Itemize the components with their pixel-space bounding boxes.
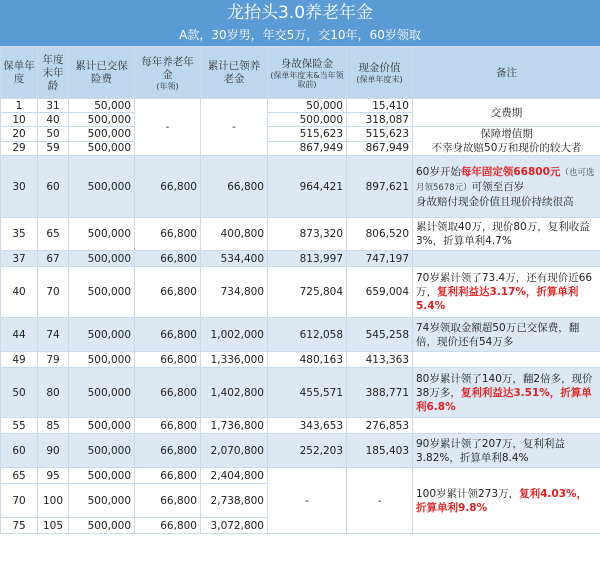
cell-annual: 66,800	[135, 368, 201, 418]
note-70-a: 100岁累计领273万，	[416, 487, 520, 500]
cell-death: 867,949	[268, 141, 347, 156]
cell-cum: 2,738,800	[201, 484, 268, 518]
cell-age: 100	[38, 484, 69, 518]
note-30-c: 身故赔付现金价值且现价持续很高	[416, 195, 574, 208]
cell-paid: 500,000	[69, 127, 135, 142]
note-growth-period	[413, 127, 600, 156]
annuity-table	[0, 47, 600, 534]
cell-cum: 3,072,800	[201, 518, 268, 534]
cell-annual: 66,800	[135, 251, 201, 267]
cell-annual-dash: -	[135, 99, 201, 156]
cell-paid: 50,000	[69, 99, 135, 113]
cell-age: 60	[38, 156, 69, 218]
cell-death: 612,058	[268, 318, 347, 352]
cell-year: 37	[1, 251, 38, 267]
table-row	[1, 368, 600, 418]
note-50-red2: 折算单利6.8%	[416, 386, 592, 413]
cell-age: 95	[38, 468, 69, 484]
cell-cash: 867,949	[347, 141, 413, 156]
cell-paid: 500,000	[69, 418, 135, 434]
cell-year: 20	[1, 127, 38, 142]
note-30-a: 60岁开始	[416, 165, 461, 178]
note-40-red1: 复利利益达3.17%，	[437, 286, 537, 298]
cell-year: 55	[1, 418, 38, 434]
cell-cum-dash: -	[201, 99, 268, 156]
cell-death-dash: -	[268, 468, 347, 534]
cell-death: 873,320	[268, 218, 347, 251]
header-note: 备注	[413, 48, 600, 99]
page-title: 龙抬头3.0养老年金	[226, 3, 374, 23]
cell-cum: 1,402,800	[201, 368, 268, 418]
header-cash-main: 现金价值	[358, 62, 401, 74]
cell-age: 105	[38, 518, 69, 534]
cell-annual: 66,800	[135, 318, 201, 352]
cell-death: 343,653	[268, 418, 347, 434]
cell-annual: 66,800	[135, 518, 201, 534]
cell-paid: 500,000	[69, 113, 135, 127]
cell-age: 85	[38, 418, 69, 434]
cell-age: 74	[38, 318, 69, 352]
table-row	[1, 418, 600, 434]
cell-paid: 500,000	[69, 318, 135, 352]
cell-age: 50	[38, 127, 69, 142]
cell-year: 50	[1, 368, 38, 418]
cell-cash: 413,363	[347, 352, 413, 368]
note-growth-b: 不幸身故赔50万和现价的较大者	[431, 142, 582, 154]
table-row	[1, 468, 600, 484]
header-death-main: 身故保险金	[280, 57, 334, 70]
note-age-80	[413, 368, 600, 418]
cell-cum: 734,800	[201, 267, 268, 318]
cell-cum: 400,800	[201, 218, 268, 251]
cell-annual: 66,800	[135, 418, 201, 434]
page-subtitle: A款，30岁男，年交5万，交10年，60岁领取	[0, 26, 600, 47]
note-age-74: 74岁领取金额超50万已交保费，翻倍，现价还有54万多	[413, 318, 600, 352]
cell-year: 49	[1, 352, 38, 368]
cell-age: 79	[38, 352, 69, 368]
header-cash	[347, 48, 413, 99]
table-row	[1, 156, 600, 218]
note-50-a: 80岁累计领了140万，翻2倍多，现价38万多，	[416, 372, 593, 399]
header-death	[268, 48, 347, 99]
cell-paid: 500,000	[69, 267, 135, 318]
cell-age: 40	[38, 113, 69, 127]
cell-death: 813,997	[268, 251, 347, 267]
header-annual-sub: (年领)	[156, 81, 179, 91]
cell-paid: 500,000	[69, 434, 135, 468]
cell-cash: 806,520	[347, 218, 413, 251]
note-30-b: 可领至百岁	[471, 180, 525, 193]
cell-year: 75	[1, 518, 38, 534]
cell-age: 80	[38, 368, 69, 418]
cell-paid: 500,000	[69, 484, 135, 518]
cell-annual: 66,800	[135, 434, 201, 468]
cell-year: 60	[1, 434, 38, 468]
cell-death: 964,421	[268, 156, 347, 218]
cell-death: 480,163	[268, 352, 347, 368]
note-start-annuity	[413, 156, 600, 218]
cell-cum: 534,400	[201, 251, 268, 267]
cell-age: 67	[38, 251, 69, 267]
note-age-90: 90岁累计领了207万，复利利益3.82%，折算单利8.4%	[413, 434, 600, 468]
cell-death: 515,623	[268, 127, 347, 142]
cell-year: 10	[1, 113, 38, 127]
cell-annual: 66,800	[135, 468, 201, 484]
cell-year: 65	[1, 468, 38, 484]
header-cum-annuity: 累计已领养老金	[201, 48, 268, 99]
cell-year: 70	[1, 484, 38, 518]
cell-annual: 66,800	[135, 218, 201, 251]
cell-paid: 500,000	[69, 141, 135, 156]
note-30-small: （也可选月领5678元）	[416, 167, 595, 193]
note-30-highlight: 每年固定领66800元	[460, 165, 561, 178]
cell-age: 90	[38, 434, 69, 468]
note-40-red2: 折算单利5.4%	[416, 286, 579, 312]
cell-year: 35	[1, 218, 38, 251]
cell-paid: 500,000	[69, 218, 135, 251]
cell-cum: 1,002,000	[201, 318, 268, 352]
header-annual-main: 每年养老年金	[141, 55, 194, 81]
header-death-sub: (保单年度末&当年领取前)	[270, 70, 344, 89]
cell-paid: 500,000	[69, 352, 135, 368]
header-policy-year: 保单年度	[1, 48, 38, 99]
cell-cash-dash: -	[347, 468, 413, 534]
cell-cum: 1,336,000	[201, 352, 268, 368]
cell-cash: 747,197	[347, 251, 413, 267]
table-row	[1, 251, 600, 267]
cell-year: 1	[1, 99, 38, 113]
cell-paid: 500,000	[69, 468, 135, 484]
cell-cash: 185,403	[347, 434, 413, 468]
table-row	[1, 218, 600, 251]
cell-paid: 500,000	[69, 251, 135, 267]
cell-age: 59	[38, 141, 69, 156]
header-paid: 累计已交保险费	[69, 48, 135, 99]
cell-death: 50,000	[268, 99, 347, 113]
cell-annual: 66,800	[135, 156, 201, 218]
cell-cash: 515,623	[347, 127, 413, 142]
cell-cash: 388,771	[347, 368, 413, 418]
header-age: 年度末年龄	[38, 48, 69, 99]
note-age-100	[413, 468, 600, 534]
note-payment-period: 交费期	[413, 99, 600, 127]
table-row	[1, 99, 600, 113]
note-50-red1: 复利利益达3.51%，	[460, 386, 561, 399]
header-row	[1, 48, 600, 99]
note-70-red1: 复利4.03%，	[519, 487, 588, 500]
table-row	[1, 127, 600, 142]
cell-cash: 659,004	[347, 267, 413, 318]
note-age-70	[413, 267, 600, 318]
cell-paid: 500,000	[69, 156, 135, 218]
cell-annual: 66,800	[135, 352, 201, 368]
title-bar	[0, 0, 600, 47]
cell-cum: 2,404,800	[201, 468, 268, 484]
cell-cash: 318,087	[347, 113, 413, 127]
cell-death: 252,203	[268, 434, 347, 468]
cell-cash: 545,258	[347, 318, 413, 352]
cell-cash: 276,853	[347, 418, 413, 434]
cell-death: 455,571	[268, 368, 347, 418]
cell-death: 500,000	[268, 113, 347, 127]
cell-age: 31	[38, 99, 69, 113]
note-empty	[413, 251, 600, 267]
cell-year: 30	[1, 156, 38, 218]
cell-cum: 66,800	[201, 156, 268, 218]
cell-paid: 500,000	[69, 368, 135, 418]
cell-cash: 897,621	[347, 156, 413, 218]
header-annual	[135, 48, 201, 99]
table-row	[1, 434, 600, 468]
cell-cum: 1,736,800	[201, 418, 268, 434]
cell-cash: 15,410	[347, 99, 413, 113]
cell-annual: 66,800	[135, 267, 201, 318]
table-row	[1, 267, 600, 318]
cell-cum: 2,070,800	[201, 434, 268, 468]
cell-age: 70	[38, 267, 69, 318]
cell-death: 725,804	[268, 267, 347, 318]
cell-year: 29	[1, 141, 38, 156]
header-cash-sub: (保单年度末)	[356, 75, 403, 84]
note-empty	[413, 352, 600, 368]
note-growth-a: 保障增值期	[480, 128, 533, 140]
table-row	[1, 352, 600, 368]
cell-year: 44	[1, 318, 38, 352]
cell-year: 40	[1, 267, 38, 318]
note-empty	[413, 418, 600, 434]
cell-age: 65	[38, 218, 69, 251]
cell-annual: 66,800	[135, 484, 201, 518]
note-70-red2: 折算单利9.8%	[416, 501, 488, 514]
table-row	[1, 318, 600, 352]
note-40-a: 70岁累计领了73.4万，还有现价近66万，	[416, 272, 593, 298]
note-age-65: 累计领取40万，现价80万，复利收益3%，折算单利4.7%	[413, 218, 600, 251]
cell-paid: 500,000	[69, 518, 135, 534]
